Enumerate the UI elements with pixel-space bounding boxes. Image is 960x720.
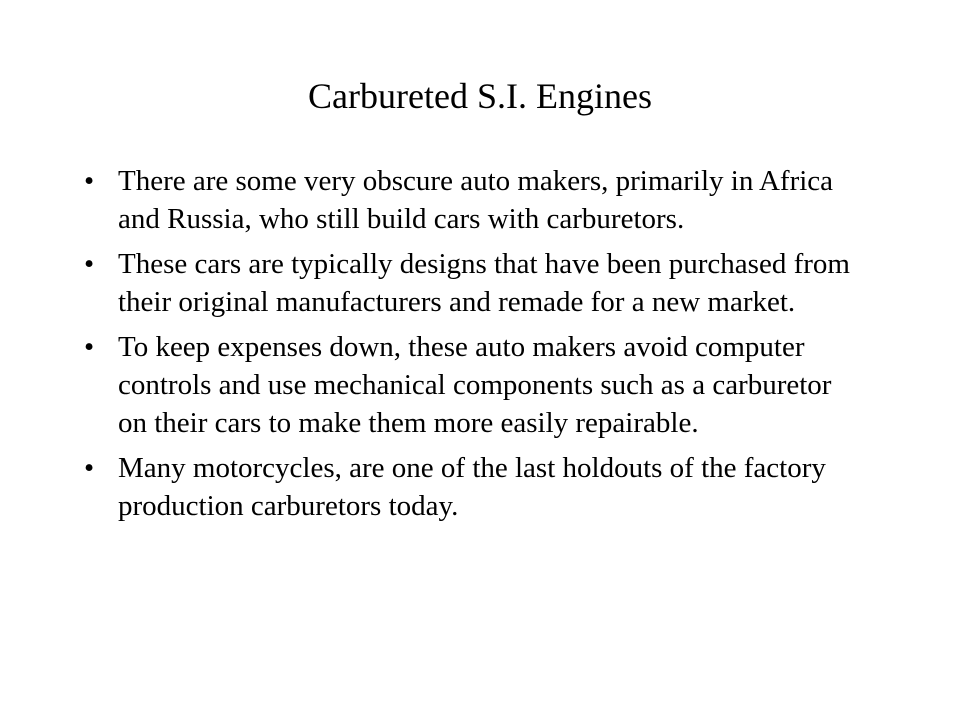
bullet-item [84, 245, 864, 321]
bullet-item [84, 449, 864, 525]
bullet-text: These cars are typically designs that have been purchased from their original manufacturers and remade for a new market. [118, 248, 850, 318]
bullet-dot-icon: • [84, 165, 95, 197]
slide-title: Carbureted S.I. Engines [308, 76, 652, 116]
bullet-item [84, 328, 864, 442]
bullet-item [84, 162, 864, 238]
bullet-text: There are some very obscure auto makers, primarily in Africa and Russia, who still build cars with carburetors. [118, 165, 834, 235]
bullet-list [84, 162, 864, 533]
bullet-text: Many motorcycles, are one of the last holdouts of the factory production carburetors today. [118, 452, 826, 522]
bullet-dot-icon: • [84, 452, 95, 484]
bullet-dot-icon: • [84, 331, 95, 363]
bullet-dot-icon: • [84, 248, 95, 280]
bullet-text: To keep expenses down, these auto makers avoid computer controls and use mechanical components such as a carburetor on their cars to make them more easily repairable. [118, 331, 832, 439]
